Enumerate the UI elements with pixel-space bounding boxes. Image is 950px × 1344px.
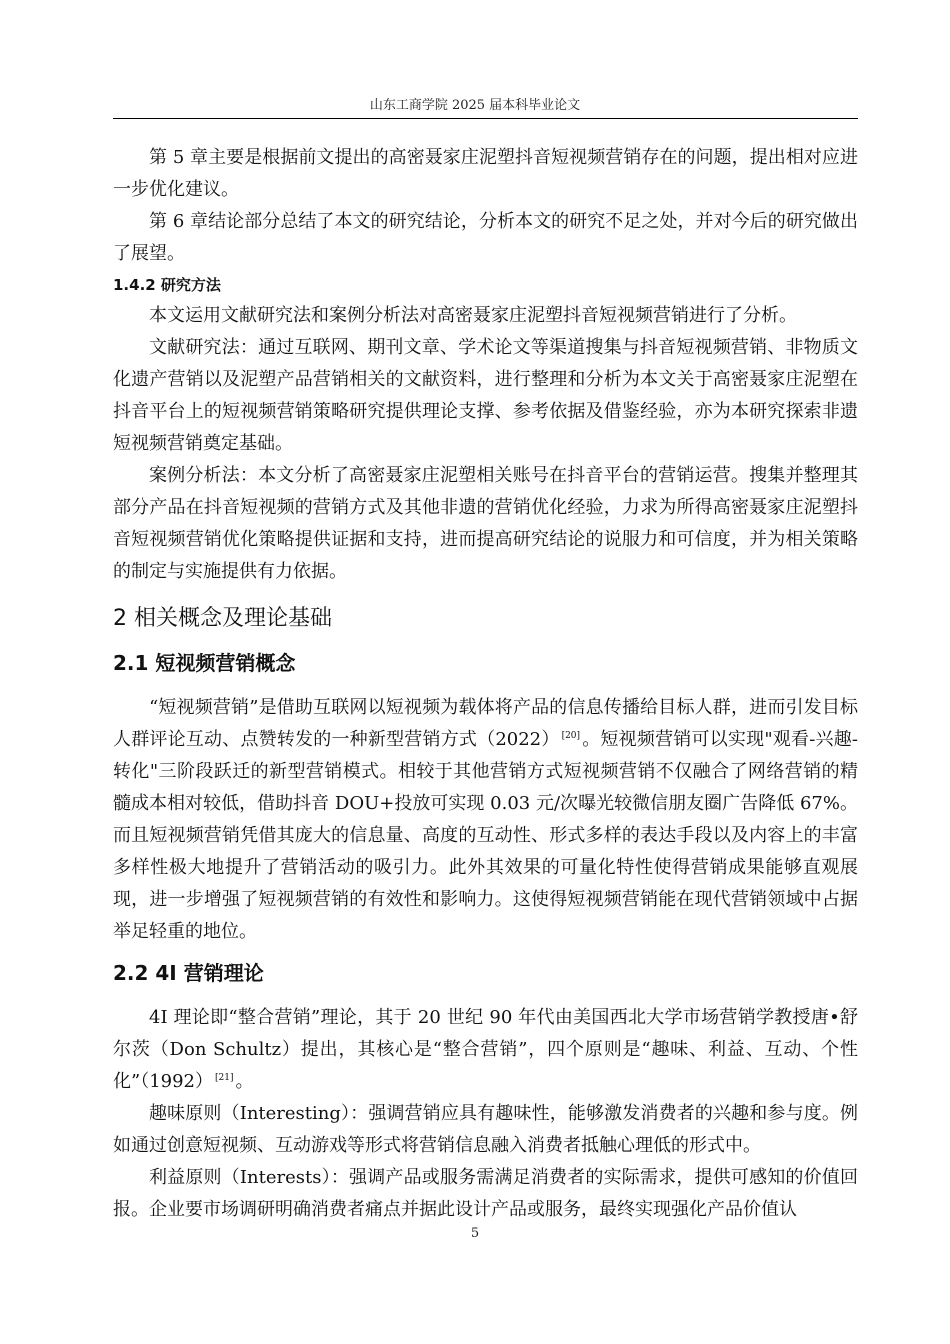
citation-ref: [21]	[215, 1073, 234, 1083]
body-paragraph: 文献研究法：通过互联网、期刊文章、学术论文等渠道搜集与抖音短视频营销、非物质文化遗产营销以及泥塑产品营销相关的文献资料，进行整理和分析为本文关于高密聂家庄泥塑在抖音平台上的短视频营销策略研究提供理论支撑、参考依据及借鉴经验，亦为本研究探索非遗短视频营销奠定基础。	[113, 337, 858, 454]
page-content	[113, 142, 858, 1226]
header-rule	[113, 118, 858, 119]
body-paragraph	[113, 1002, 858, 1098]
section-heading-1-4-2: 1.4.2 研究方法	[113, 276, 221, 294]
body-paragraph: 第 6 章结论部分总结了本文的研究结论，分析本文的研究不足之处，并对今后的研究做出了展望。	[113, 211, 858, 264]
citation-ref: [20]	[561, 731, 581, 741]
chapter-heading-2: 2 相关概念及理论基础	[113, 606, 332, 631]
section-heading-2-2: 2.2 4I 营销理论	[113, 961, 264, 985]
paragraph-text: “短视频营销”是借助互联网以短视频为载体将产品的信息传播给目标人群，进而引发目标人群评论互动、点赞转发的一种新型营销方式（2022）	[113, 697, 858, 750]
body-paragraph: 趣味原则（Interesting）：强调营销应具有趣味性，能够激发消费者的兴趣和参与度。例如通过创意短视频、互动游戏等形式将营销信息融入消费者抵触心理低的形式中。	[113, 1103, 858, 1156]
running-header: 山东工商学院 2025 届本科毕业论文	[369, 98, 581, 113]
paragraph-text: 4I 理论即“整合营销”理论，其于 20 世纪 90 年代由美国西北大学市场营销学教授唐•舒尔茨（Don Schultz）提出，其核心是“整合营销”，四个原则是“趣味、利益、互动、个性化”（1992）	[113, 1007, 858, 1092]
body-paragraph: 第 5 章主要是根据前文提出的高密聂家庄泥塑抖音短视频营销存在的问题，提出相对应进一步优化建议。	[113, 147, 858, 200]
body-paragraph: 本文运用文献研究法和案例分析法对高密聂家庄泥塑抖音短视频营销进行了分析。	[149, 305, 797, 326]
body-paragraph: 案例分析法：本文分析了高密聂家庄泥塑相关账号在抖音平台的营销运营。搜集并整理其部分产品在抖音短视频的营销方式及其他非遗的营销优化经验，力求为所得高密聂家庄泥塑抖音短视频营销优化策略提供证据和支持，进而提高研究结论的说服力和可信度，并为相关策略的制定与实施提供有力依据。	[113, 465, 858, 582]
body-paragraph	[113, 692, 858, 948]
body-paragraph: 利益原则（Interests）：强调产品或服务需满足消费者的实际需求，提供可感知的价值回报。企业要市场调研明确消费者痛点并据此设计产品或服务，最终实现强化产品价值认	[113, 1167, 858, 1220]
paragraph-text: 。	[235, 1071, 254, 1092]
paragraph-text: 。短视频营销可以实现"观看-兴趣-转化"三阶段跃迁的新型营销模式。相较于其他营销方式短视频营销不仅融合了网络营销的精髓成本相对较低，借助抖音 DOU+投放可实现 0.03 元/次曝光较微信朋友圈广告降低 67%。而且短视频营销凭借其庞大的信息量、高度的互动性、形式多样的表达手段以及内容上的丰富多样性极大地提升了营销活动的吸引力。此外其效果的可量化特性使得营销成果能够直观展现，进一步增强了短视频营销的有效性和影响力。这使得短视频营销能在现代营销领域中占据举足轻重的地位。	[113, 729, 858, 942]
page-number: 5	[470, 1226, 480, 1241]
section-heading-2-1: 2.1 短视频营销概念	[113, 651, 296, 675]
